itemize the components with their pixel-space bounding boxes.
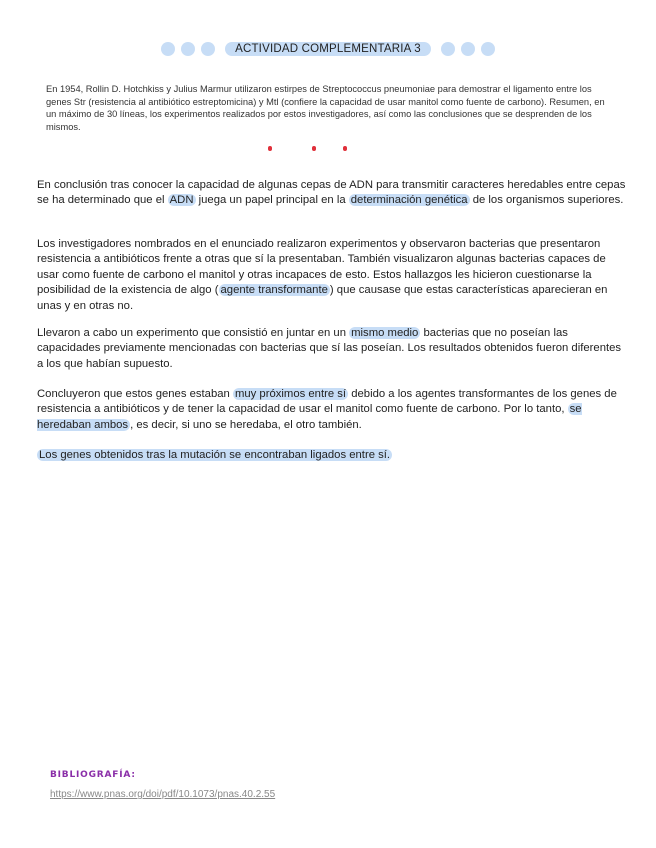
text-span: , es decir, si uno se heredaba, el otro también. <box>130 418 362 431</box>
decorative-circle-icon <box>441 42 455 56</box>
decorative-circle-icon <box>181 42 195 56</box>
decorative-circle-icon <box>481 42 495 56</box>
page-title: ACTIVIDAD COMPLEMENTARIA 3 <box>225 42 431 56</box>
highlight: Los genes obtenidos tras la mutación se encontraban ligados entre sí. <box>39 449 391 461</box>
highlight: mismo medio <box>351 327 419 339</box>
decorative-circle-icon <box>161 42 175 56</box>
text-span: Llevaron a cabo un experimento que consistió en juntar en un <box>37 327 350 339</box>
highlight: agente transformante <box>220 284 328 297</box>
red-mark-icon <box>343 146 347 151</box>
decorative-marks <box>0 146 656 156</box>
decorative-circle-icon <box>201 42 215 56</box>
paragraph-2 <box>37 237 627 314</box>
text-span: de los organismos superiores. <box>469 194 624 207</box>
text-span: juega un papel principal en la <box>195 194 349 207</box>
text-span: En conclusión tras conocer la capacidad de algunas cepas de ADN para transmitir caracteres heredables entre cepas se ha determinado que el <box>37 179 626 207</box>
bibliography-link[interactable]: https://www.pnas.org/doi/pdf/10.1073/pnas.40.2.55 <box>50 789 276 800</box>
text-span: bacterias que no poseían las capacidades previamente mencionadas con bacterias que sí las poseían. Los resultados obtenidos fueron diferentes a los que habían supuesto. <box>37 327 622 370</box>
paragraph-4 <box>37 387 627 433</box>
red-mark-icon <box>312 146 316 151</box>
text-span: debido a los agentes transformantes de los genes de resistencia a antibióticos y de tener la capacidad de usar el manitol como fuente de carbono. Por lo tanto, <box>37 388 617 416</box>
paragraph-3 <box>37 326 627 372</box>
bibliography-label: BIBLIOGRAFÍA: <box>50 770 136 780</box>
paragraph-1 <box>37 178 627 209</box>
text-span: Concluyeron que estos genes estaban <box>37 388 233 400</box>
title-banner <box>0 40 656 58</box>
red-mark-icon <box>268 146 272 151</box>
assignment-prompt: En 1954, Rollin D. Hotchkiss y Julius Marmur utilizaron estirpes de Streptococcus pneumoniae para demostrar el ligamento entre los genes Str (resistencia al antibiótico estreptomicina) y Mtl (confiere la capacidad de usar manitol como fuente de carbono). Resumen, en un máximo de 30 líneas, los experimentos realizados por estos investigadores, así como las conclusiones que se desprenden de los mismos. <box>46 84 605 132</box>
text-span: Los investigadores nombrados en el enunciado realizaron experimentos y observaron bacterias que presentaron resistencia a antibióticos frente a otras que sí la presentaban. También visualizaron algunas bacterias capaces de usar como fuente de carbono el manitol y otras incapaces de esto. Estos hallazgos les hicieron cuestionarse la posibilidad de la existencia de algo ( <box>37 238 606 297</box>
highlight: se heredaban ambos <box>37 403 582 431</box>
highlight: muy próximos entre sí <box>234 388 347 400</box>
highlight: ADN <box>169 194 194 207</box>
decorative-circle-icon <box>461 42 475 56</box>
highlight: determinación genética <box>350 194 468 207</box>
text-span: ) que causase que estas características aparecieran en unas y en otras no. <box>37 284 608 312</box>
paragraph-5 <box>37 448 627 463</box>
